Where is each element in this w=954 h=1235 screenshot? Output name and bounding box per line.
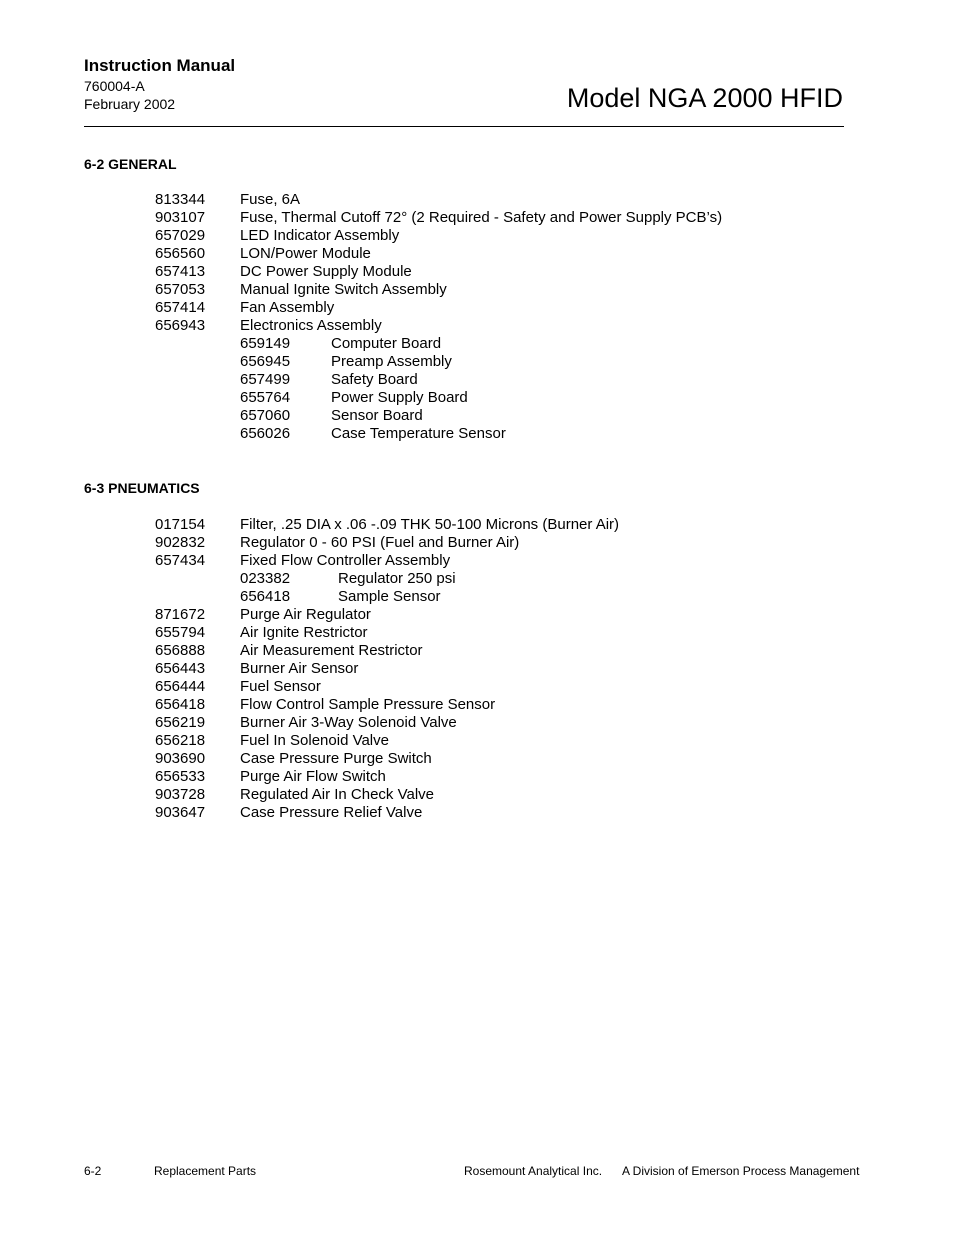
part-description: Purge Air Flow Switch [240, 768, 386, 785]
part-description: Burner Air 3-Way Solenoid Valve [240, 714, 457, 731]
part-description: Case Pressure Purge Switch [240, 750, 432, 767]
part-description: Filter, .25 DIA x .06 -.09 THK 50-100 Microns (Burner Air) [240, 516, 620, 533]
part-description: DC Power Supply Module [240, 263, 412, 280]
part-number: 902832 [155, 534, 206, 551]
part-description: Burner Air Sensor [240, 660, 359, 677]
part-number: 656218 [155, 732, 206, 749]
part-number: 903647 [155, 804, 206, 821]
part-number: 903107 [155, 209, 206, 226]
sub-part-number: 657499 [240, 371, 291, 388]
part-description: Fan Assembly [240, 299, 335, 316]
part-number: 656560 [155, 245, 206, 262]
document-date: February 2002 [84, 96, 176, 112]
sub-part-description: Power Supply Board [331, 389, 468, 406]
section-heading-pneumatics: 6-3 PNEUMATICS [84, 480, 200, 496]
part-number: 657029 [155, 227, 206, 244]
sub-part-number: 656418 [240, 588, 291, 605]
sub-part-number: 655764 [240, 389, 291, 406]
sub-part-description: Regulator 250 psi [338, 570, 456, 587]
part-description: Regulator 0 - 60 PSI (Fuel and Burner Air) [240, 534, 520, 551]
part-number: 656444 [155, 678, 206, 695]
part-description: Case Pressure Relief Valve [240, 804, 423, 821]
part-description: Manual Ignite Switch Assembly [240, 281, 447, 298]
footer-company: Rosemount Analytical Inc. [464, 1164, 603, 1178]
part-number: 903728 [155, 786, 206, 803]
sub-part-description: Sample Sensor [338, 588, 441, 605]
part-description: Fuse, 6A [240, 191, 301, 208]
part-number: 656443 [155, 660, 206, 677]
part-number: 655794 [155, 624, 206, 641]
part-description: Flow Control Sample Pressure Sensor [240, 696, 496, 713]
footer-page-number: 6-2 [84, 1164, 102, 1178]
header-divider [84, 126, 844, 127]
part-number: 017154 [155, 516, 206, 533]
sub-part-description: Preamp Assembly [331, 353, 452, 370]
part-description: Air Measurement Restrictor [240, 642, 423, 659]
footer-section-name: Replacement Parts [154, 1164, 257, 1178]
sub-part-description: Case Temperature Sensor [331, 425, 506, 442]
part-description: Fuel Sensor [240, 678, 321, 695]
document-number: 760004-A [84, 78, 145, 94]
section-heading-general: 6-2 GENERAL [84, 156, 177, 172]
part-number: 813344 [155, 191, 206, 208]
model-title: Model NGA 2000 HFID [566, 83, 843, 113]
part-number: 657413 [155, 263, 206, 280]
sub-part-number: 023382 [240, 570, 291, 587]
sub-part-number: 656945 [240, 353, 291, 370]
part-description: Fuse, Thermal Cutoff 72° (2 Required - Safety and Power Supply PCB’s) [240, 209, 723, 226]
manual-title: Instruction Manual [84, 56, 236, 75]
part-number: 657434 [155, 552, 206, 569]
part-number: 656888 [155, 642, 206, 659]
part-description: Air Ignite Restrictor [240, 624, 368, 641]
part-number: 656219 [155, 714, 206, 731]
sub-part-description: Computer Board [331, 335, 442, 352]
part-number: 657414 [155, 299, 206, 316]
part-description: LON/Power Module [240, 245, 371, 262]
part-number: 657053 [155, 281, 206, 298]
part-description: LED Indicator Assembly [240, 227, 400, 244]
part-description: Regulated Air In Check Valve [240, 786, 434, 803]
part-number: 656418 [155, 696, 206, 713]
sub-part-number: 657060 [240, 407, 291, 424]
part-number: 903690 [155, 750, 206, 767]
part-description: Fixed Flow Controller Assembly [240, 552, 451, 569]
sub-part-description: Sensor Board [331, 407, 423, 424]
sub-part-description: Safety Board [331, 371, 418, 388]
sub-part-number: 659149 [240, 335, 291, 352]
part-number: 871672 [155, 606, 206, 623]
part-number: 656943 [155, 317, 206, 334]
part-description: Electronics Assembly [240, 317, 382, 334]
part-description: Purge Air Regulator [240, 606, 371, 623]
part-number: 656533 [155, 768, 206, 785]
footer-division: A Division of Emerson Process Management [622, 1164, 860, 1178]
sub-part-number: 656026 [240, 425, 291, 442]
part-description: Fuel In Solenoid Valve [240, 732, 389, 749]
